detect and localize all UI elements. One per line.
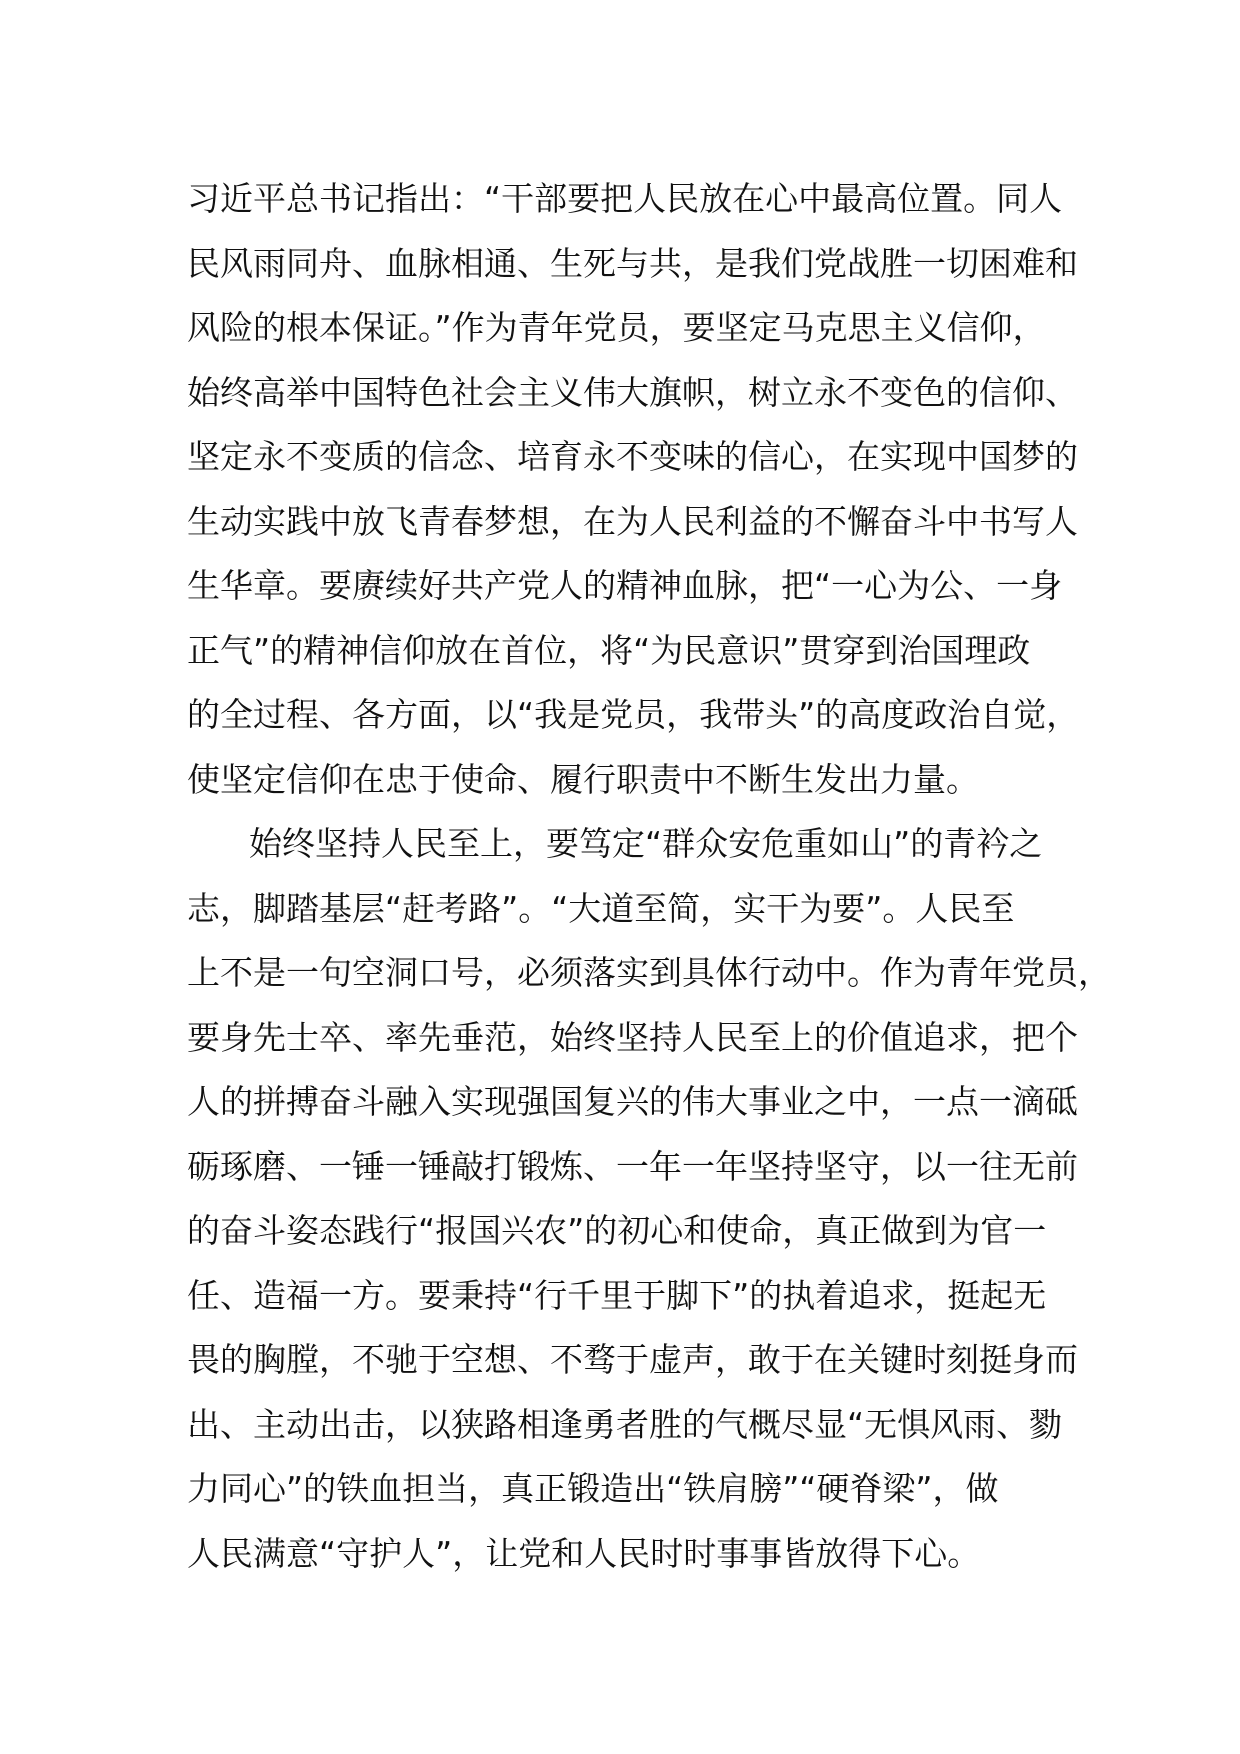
paragraph-line: 志，脚踏基层“赶考路”。“大道至简，实干为要”。人民至 bbox=[187, 888, 1015, 928]
paragraph-line: 始终高举中国特色社会主义伟大旗帜，树立永不变色的信仰、 bbox=[187, 372, 1078, 412]
paragraph-line: 人的拼搏奋斗融入实现强国复兴的伟大事业之中，一点一滴砥 bbox=[187, 1082, 1078, 1121]
paragraph-1 bbox=[187, 167, 1080, 812]
paragraph-line: 畏的胸膛，不驰于空想、不骛于虚声，敢于在关键时刻挺身而 bbox=[187, 1340, 1078, 1379]
paragraph-line: 民风雨同舟、血脉相通、生死与共，是我们党战胜一切困难和 bbox=[187, 243, 1078, 283]
paragraph-line: 的全过程、各方面，以“我是党员，我带头”的高度政治自觉， bbox=[187, 695, 1080, 734]
paragraph-line: 任、造福一方。要秉持“行千里于脚下”的执着追求，挺起无 bbox=[187, 1275, 1047, 1315]
paragraph-line: 始终坚持人民至上，要笃定“群众安危重如山”的青衿之 bbox=[249, 824, 1043, 863]
paragraph-line: 风险的根本保证。”作为青年党员，要坚定马克思主义信仰， bbox=[187, 308, 1046, 347]
paragraph-line: 力同心”的铁血担当，真正锻造出“铁肩膀”“硬脊梁”，做 bbox=[187, 1469, 999, 1508]
paragraph-line: 的奋斗姿态践行“报国兴农”的初心和使命，真正做到为官一 bbox=[187, 1211, 1047, 1250]
paragraph-line: 习近平总书记指出：“干部要把人民放在心中最高位置。同人 bbox=[187, 179, 1063, 218]
document-body bbox=[187, 167, 1111, 1586]
paragraph-line: 生动实践中放飞青春梦想，在为人民利益的不懈奋斗中书写人 bbox=[187, 501, 1078, 541]
paragraph-line: 生华章。要赓续好共产党人的精神血脉，把“一心为公、一身 bbox=[187, 566, 1063, 605]
paragraph-line: 使坚定信仰在忠于使命、履行职责中不断生发出力量。 bbox=[187, 759, 979, 799]
paragraph-line: 正气”的精神信仰放在首位，将“为民意识”贯穿到治国理政 bbox=[187, 630, 1031, 670]
paragraph-line: 上不是一句空洞口号，必须落实到具体行动中。作为青年党员， bbox=[187, 953, 1111, 992]
paragraph-line: 人民满意“守护人”，让党和人民时时事事皆放得下心。 bbox=[187, 1533, 981, 1573]
paragraph-line: 要身先士卒、率先垂范，始终坚持人民至上的价值追求，把个 bbox=[187, 1017, 1078, 1057]
paragraph-2 bbox=[187, 812, 1111, 1586]
paragraph-line: 坚定永不变质的信念、培育永不变味的信心，在实现中国梦的 bbox=[187, 437, 1078, 476]
paragraph-line: 砺琢磨、一锤一锤敲打锻炼、一年一年坚持坚守，以一往无前 bbox=[187, 1146, 1078, 1186]
paragraph-line: 出、主动出击，以狭路相逢勇者胜的气概尽显“无惧风雨、勠 bbox=[187, 1404, 1063, 1444]
